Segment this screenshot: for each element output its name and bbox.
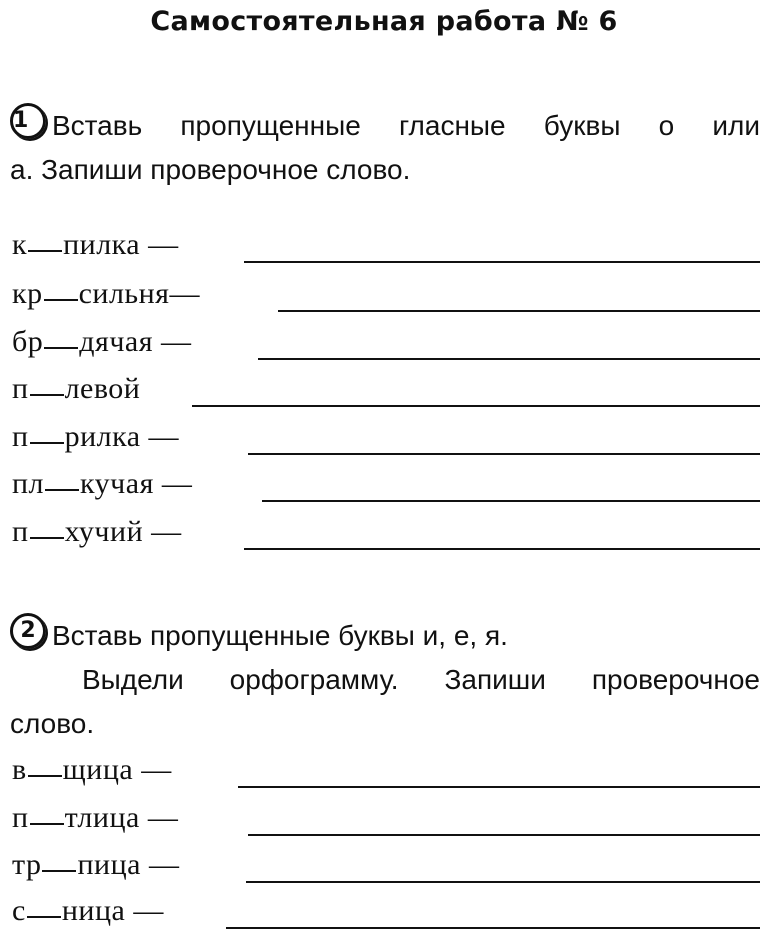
answer-line[interactable] — [244, 261, 760, 263]
dash: — — [147, 801, 179, 834]
letter-blank[interactable] — [45, 488, 79, 491]
word-start: п — [12, 515, 29, 548]
task-2-line-3: слово. — [10, 708, 95, 739]
exercise-row — [12, 372, 760, 412]
letter-blank[interactable] — [28, 774, 62, 777]
word-end: дячая — [79, 325, 154, 358]
task-1-line-1 — [10, 104, 760, 148]
dash: — — [148, 848, 180, 881]
dash: — — [161, 325, 192, 358]
word-end: пица — [77, 848, 141, 881]
answer-line[interactable] — [278, 310, 760, 312]
task-1-line-2: а. Запиши проверочное слово. — [10, 154, 411, 185]
letter-blank[interactable] — [44, 298, 78, 301]
task-number-badge: 1 — [10, 103, 46, 139]
dash: — — [141, 753, 172, 786]
exercise-word — [12, 325, 192, 359]
exercise-word — [12, 420, 179, 454]
word-start: кр — [12, 277, 43, 310]
word-end: ница — [61, 894, 126, 927]
word-start: бр — [12, 325, 44, 358]
letter-blank[interactable] — [30, 536, 64, 539]
exercise-word — [12, 467, 192, 501]
task-2-instruction-text-1: Вставь пропущенные буквы и, е, я. — [52, 620, 508, 651]
dash: — — [151, 515, 182, 548]
exercise-word — [12, 277, 200, 311]
answer-line[interactable] — [192, 405, 760, 407]
exercise-word — [12, 801, 178, 835]
exercise-row — [12, 228, 760, 268]
word-end: хучий — [64, 515, 144, 548]
dash: — — [148, 228, 179, 261]
exercise-word — [12, 372, 140, 406]
answer-line[interactable] — [262, 500, 760, 502]
exercise-row — [12, 801, 760, 841]
task-2-line-1 — [10, 614, 760, 658]
word-start: с — [12, 894, 26, 927]
exercise-row — [12, 325, 760, 365]
answer-line[interactable] — [248, 834, 760, 836]
answer-line[interactable] — [258, 358, 760, 360]
task-1-instruction-text-1: Вставь пропущенные гласные буквы о или — [52, 110, 760, 141]
word-end: пилка — [63, 228, 141, 261]
word-end: щица — [62, 753, 134, 786]
word-start: п — [12, 420, 29, 453]
exercise-row — [12, 420, 760, 460]
letter-blank[interactable] — [30, 393, 64, 396]
word-end: левой — [64, 372, 141, 405]
letter-blank[interactable] — [30, 441, 64, 444]
word-start: в — [12, 753, 27, 786]
exercise-row — [12, 277, 760, 317]
dash: — — [169, 277, 200, 310]
word-end: кучая — [80, 467, 154, 500]
word-start: п — [12, 801, 29, 834]
exercise-row — [12, 894, 760, 934]
answer-line[interactable] — [246, 881, 760, 883]
letter-blank[interactable] — [30, 822, 64, 825]
exercise-row — [12, 467, 760, 507]
answer-line[interactable] — [238, 786, 760, 788]
word-end: сильня — [78, 277, 170, 310]
letter-blank[interactable] — [42, 869, 76, 872]
exercise-word — [12, 848, 179, 882]
exercise-word — [12, 753, 172, 787]
task-2-instruction — [10, 614, 760, 746]
exercise-row — [12, 515, 760, 555]
task-1-instruction — [10, 104, 760, 192]
letter-blank[interactable] — [44, 346, 78, 349]
exercise-word — [12, 894, 164, 928]
word-start: пл — [12, 467, 45, 500]
dash: — — [133, 894, 164, 927]
task-2-line-2: Выдели орфограмму. Запиши проверочное — [82, 664, 760, 695]
word-end: рилка — [64, 420, 141, 453]
answer-line[interactable] — [248, 453, 760, 455]
word-start: к — [12, 228, 28, 261]
page-title: Самостоятельная работа № 6 — [150, 6, 618, 37]
letter-blank[interactable] — [27, 915, 61, 918]
exercise-word — [12, 515, 182, 549]
task-number-badge: 2 — [10, 613, 46, 649]
exercise-row — [12, 753, 760, 793]
dash: — — [161, 467, 193, 500]
exercise-word — [12, 228, 179, 262]
dash: — — [148, 420, 180, 453]
word-start: п — [12, 372, 29, 405]
answer-line[interactable] — [226, 927, 760, 929]
answer-line[interactable] — [244, 548, 760, 550]
word-start: тр — [12, 848, 42, 881]
exercise-row — [12, 848, 760, 888]
letter-blank[interactable] — [28, 249, 62, 252]
word-end: тлица — [64, 801, 140, 834]
